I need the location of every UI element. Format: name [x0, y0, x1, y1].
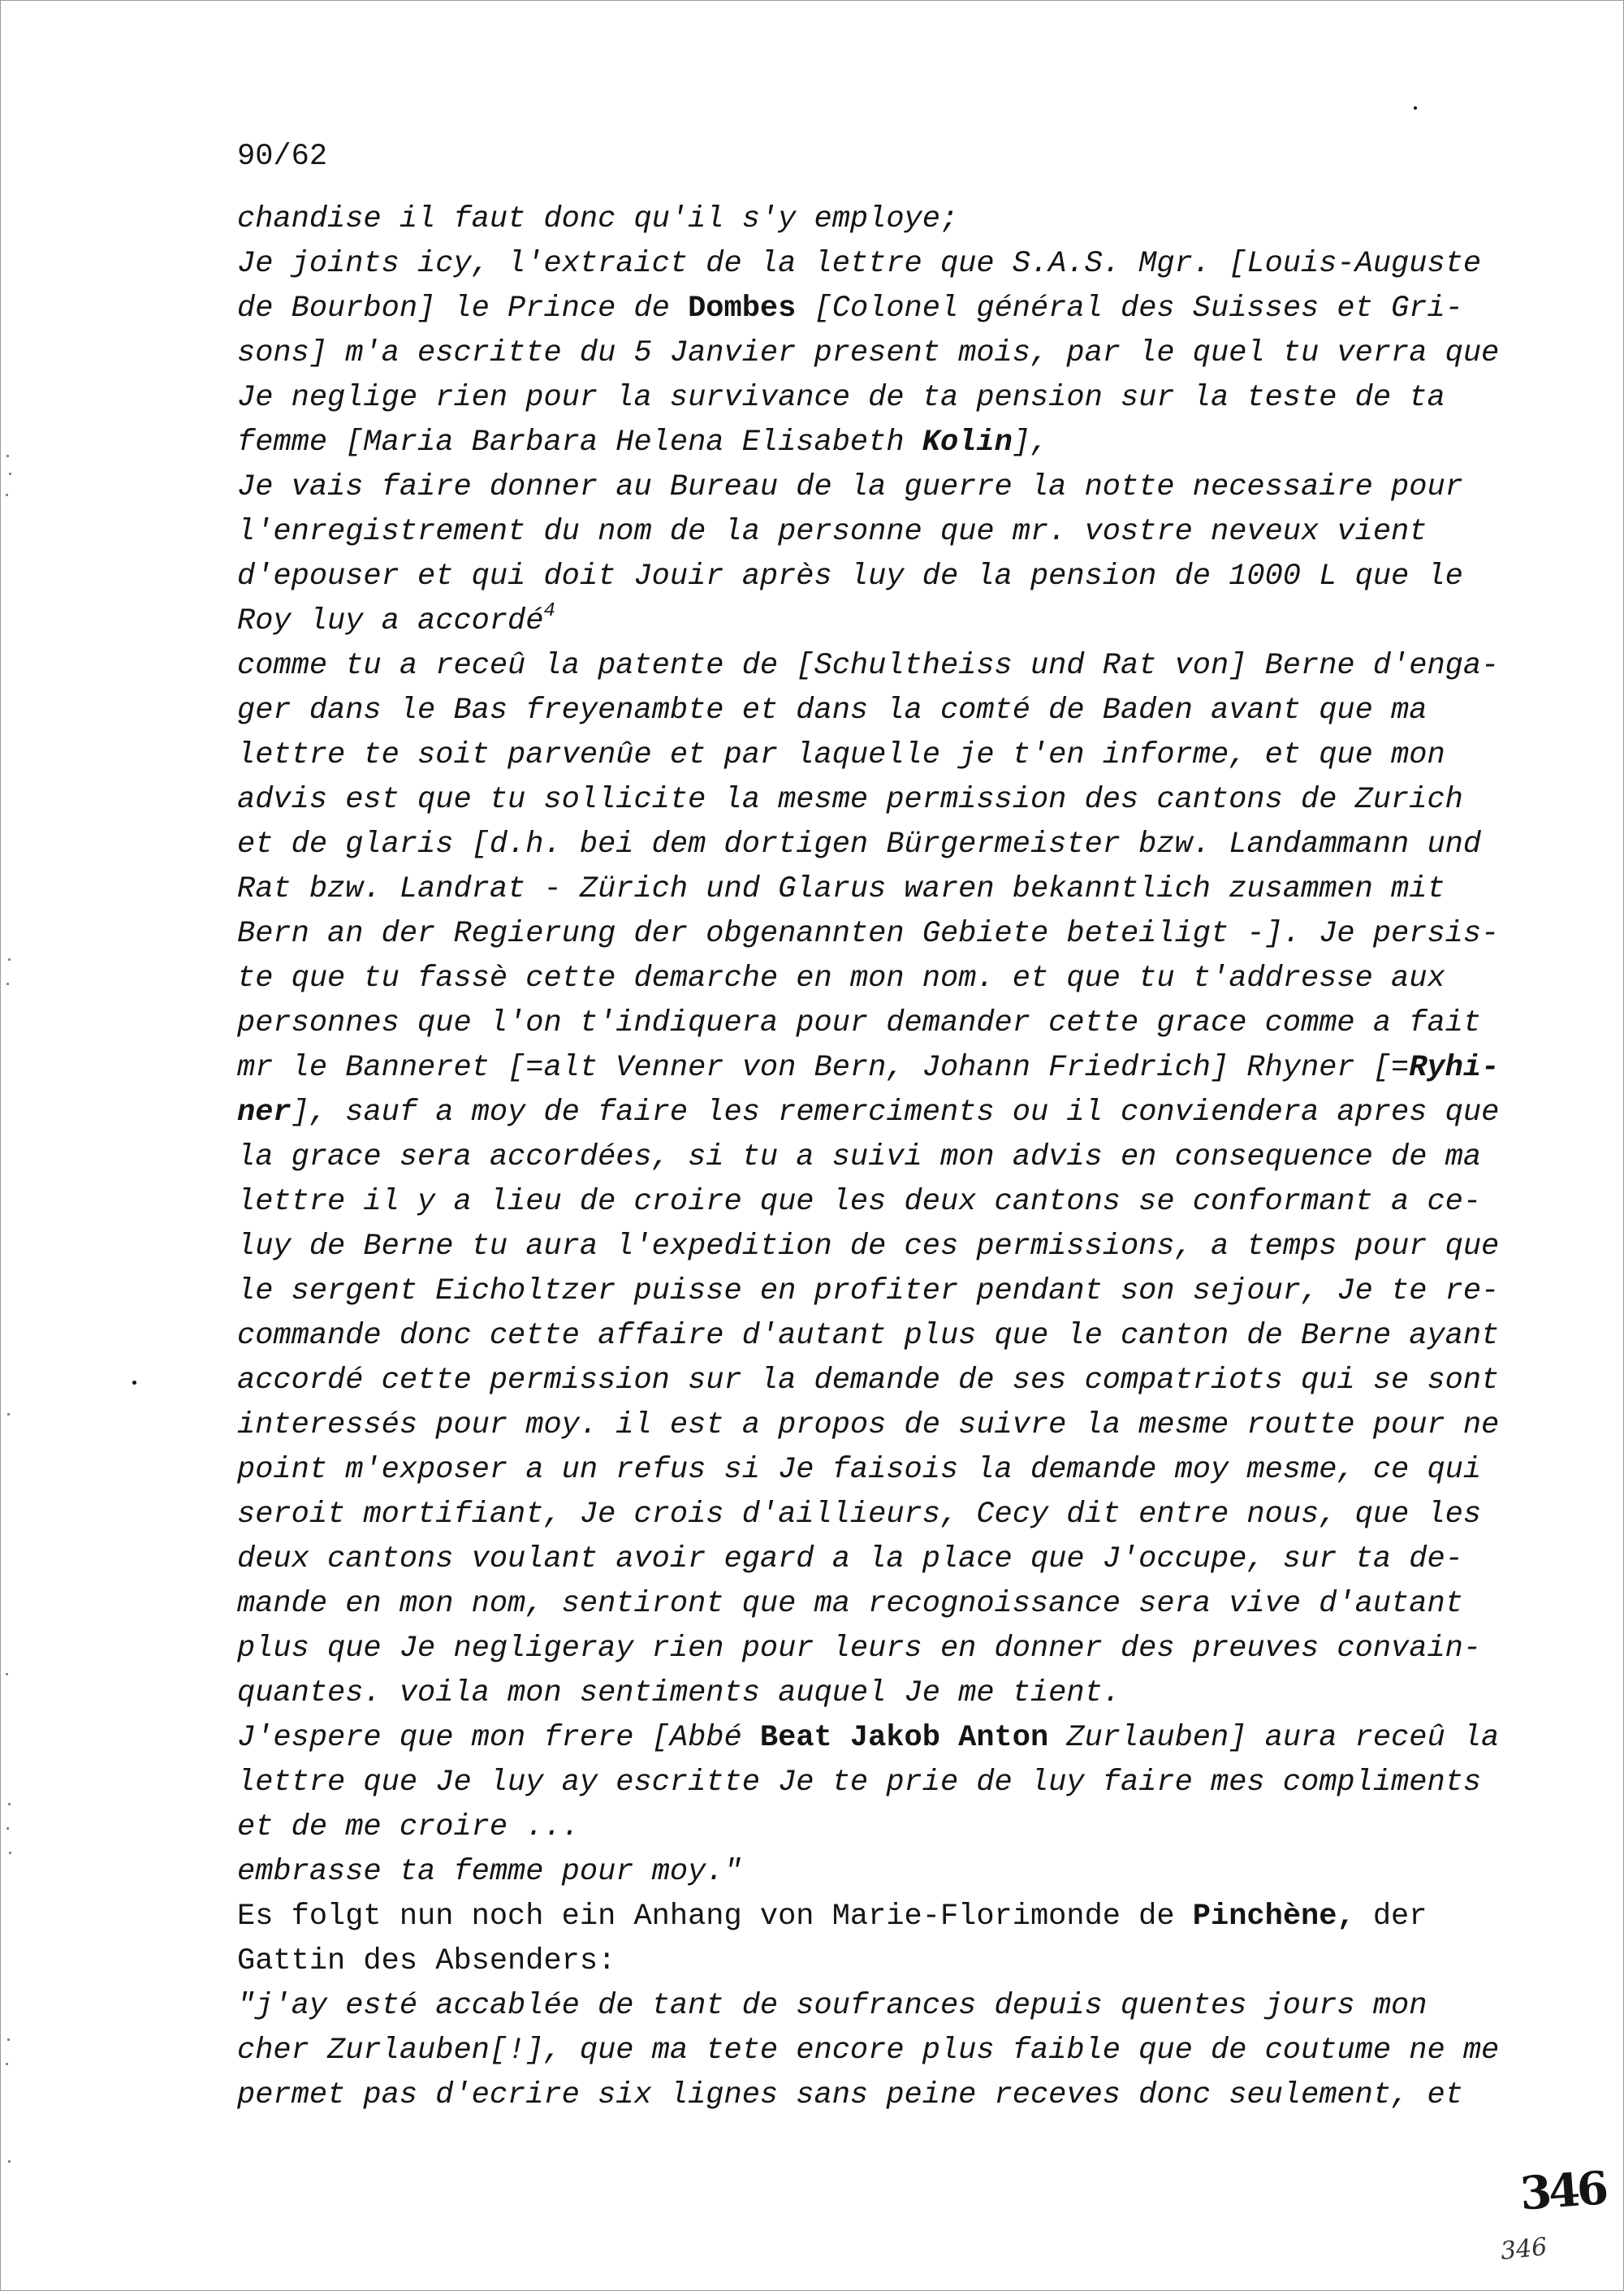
- scan-edge-marks: [3, 455, 15, 2241]
- text-line: Roy luy a accordé$^4$: [237, 600, 555, 638]
- text-line: et de me croire ...: [237, 1810, 580, 1844]
- text-line: lettre te soit parvenûe et par laquelle je t'en informe, et que mon: [237, 738, 1445, 772]
- text-line: et de glaris [d.h. bei dem dortigen Bürgermeister bzw. Landammann und: [237, 828, 1482, 862]
- text-line: ger dans le Bas freyenambte et dans la comté de Baden avant que ma: [237, 694, 1427, 728]
- text-line: advis est que tu sollicite la mesme permission des cantons de Zurich: [237, 783, 1463, 817]
- text-line: deux cantons voulant avoir egard a la place que J'occupe, sur ta de-: [237, 1542, 1463, 1576]
- text-line: Je neglige rien pour la survivance de ta pension sur la teste de ta: [237, 381, 1445, 415]
- text-line: point m'exposer a un refus si Je faisois la demande moy mesme, ce qui: [237, 1453, 1482, 1487]
- text-line: lettre que Je luy ay escritte Je te prie de luy faire mes compliments: [237, 1766, 1482, 1800]
- text-line: permet pas d'ecrire six lignes sans peine receves donc seulement, et: [237, 2078, 1463, 2112]
- text-line: Je vais faire donner au Bureau de la guerre la notte necessaire pour: [237, 470, 1463, 504]
- pencil-page-note: 346: [1499, 2233, 1548, 2266]
- text-line: d'epouser et qui doit Jouir après luy de la pension de 1000 L que le: [237, 560, 1463, 594]
- letter-transcription: [237, 197, 1504, 2118]
- name-kolin: Kolin: [922, 426, 1013, 460]
- text-line: J'espere que mon frere [Abbé Beat Jakob Anton Zurlauben] aura receû la: [237, 1721, 1500, 1755]
- text-line: embrasse ta femme pour moy.": [237, 1855, 742, 1889]
- text-line: femme [Maria Barbara Helena Elisabeth Kolin],: [237, 426, 1049, 460]
- text-line: la grace sera accordées, si tu a suivi mon advis en consequence de ma: [237, 1140, 1482, 1174]
- page-number: 90/62: [237, 140, 328, 174]
- text-line: de Bourbon] le Prince de Dombes [Colonel général des Suisses et Gri-: [237, 292, 1463, 326]
- text-line: sons] m'a escritte du 5 Janvier present mois, par le quel tu verra que: [237, 336, 1500, 370]
- text-line: commande donc cette affaire d'autant plus que le canton de Berne ayant: [237, 1319, 1500, 1353]
- text-line: "j'ay esté accablée de tant de soufrances depuis quentes jours mon: [237, 1989, 1427, 2023]
- text-line: Rat bzw. Landrat - Zürich und Glarus waren bekanntlich zusammen mit: [237, 872, 1445, 906]
- text-line: interessés pour moy. il est a propos de suivre la mesme routte pour ne: [237, 1408, 1500, 1442]
- name-dombes: Dombes: [688, 292, 797, 326]
- text-line: ner], sauf a moy de faire les remerciments ou il conviendera apres que: [237, 1096, 1500, 1130]
- text-line: Gattin des Absenders:: [237, 1944, 616, 1978]
- text-line: Bern an der Regierung der obgenannten Gebiete beteiligt -]. Je persis-: [237, 917, 1500, 951]
- text-line: comme tu a receû la patente de [Schultheiss und Rat von] Berne d'enga-: [237, 649, 1500, 683]
- text-line: mr le Banneret [=alt Venner von Bern, Johann Friedrich] Rhyner [=Ryhi-: [237, 1051, 1500, 1085]
- name-beat-jakob-anton: Beat Jakob Anton: [759, 1721, 1049, 1755]
- text-line: cher Zurlauben[!], que ma tete encore plus faible que de coutume ne me: [237, 2034, 1500, 2068]
- text-line: mande en mon nom, sentiront que ma recognoissance sera vive d'autant: [237, 1587, 1463, 1621]
- text-line: luy de Berne tu aura l'expedition de ces permissions, a temps pour que: [237, 1230, 1500, 1264]
- text-line: te que tu fassè cette demarche en mon nom. et que tu t'addresse aux: [237, 962, 1445, 996]
- text-line: Es folgt nun noch ein Anhang von Marie-Florimonde de Pinchène, der: [237, 1900, 1427, 1934]
- text-line: accordé cette permission sur la demande de ses compatriots qui se sont: [237, 1364, 1500, 1398]
- text-line: Je joints icy, l'extraict de la lettre que S.A.S. Mgr. [Louis-Auguste: [237, 247, 1482, 281]
- footnote-ref: 4: [543, 600, 555, 622]
- margin-dot: [132, 1381, 136, 1385]
- text-line: chandise il faut donc qu'il s'y employe;: [237, 202, 959, 236]
- name-pinchene: Pinchène,: [1192, 1900, 1355, 1934]
- text-line: l'enregistrement du nom de la personne que mr. vostre neveux vient: [237, 515, 1427, 549]
- name-ryhiner-1: Ryhi-: [1409, 1051, 1500, 1085]
- text-line: personnes que l'on t'indiquera pour demander cette grace comme a fait: [237, 1006, 1482, 1040]
- text-line: le sergent Eicholtzer puisse en profiter pendant son sejour, Je te re-: [237, 1274, 1500, 1308]
- corner-dot: [1414, 106, 1417, 110]
- page-stamp-number: 346: [1518, 2161, 1608, 2221]
- text-line: lettre il y a lieu de croire que les deux cantons se conformant a ce-: [237, 1185, 1482, 1219]
- text-line: plus que Je negligeray rien pour leurs en donner des preuves convain-: [237, 1632, 1482, 1666]
- text-line: seroit mortifiant, Je crois d'aillieurs, Cecy dit entre nous, que les: [237, 1498, 1482, 1532]
- text-line: quantes. voila mon sentiments auquel Je me tient.: [237, 1676, 1121, 1710]
- name-ryhiner-2: ner: [237, 1096, 292, 1130]
